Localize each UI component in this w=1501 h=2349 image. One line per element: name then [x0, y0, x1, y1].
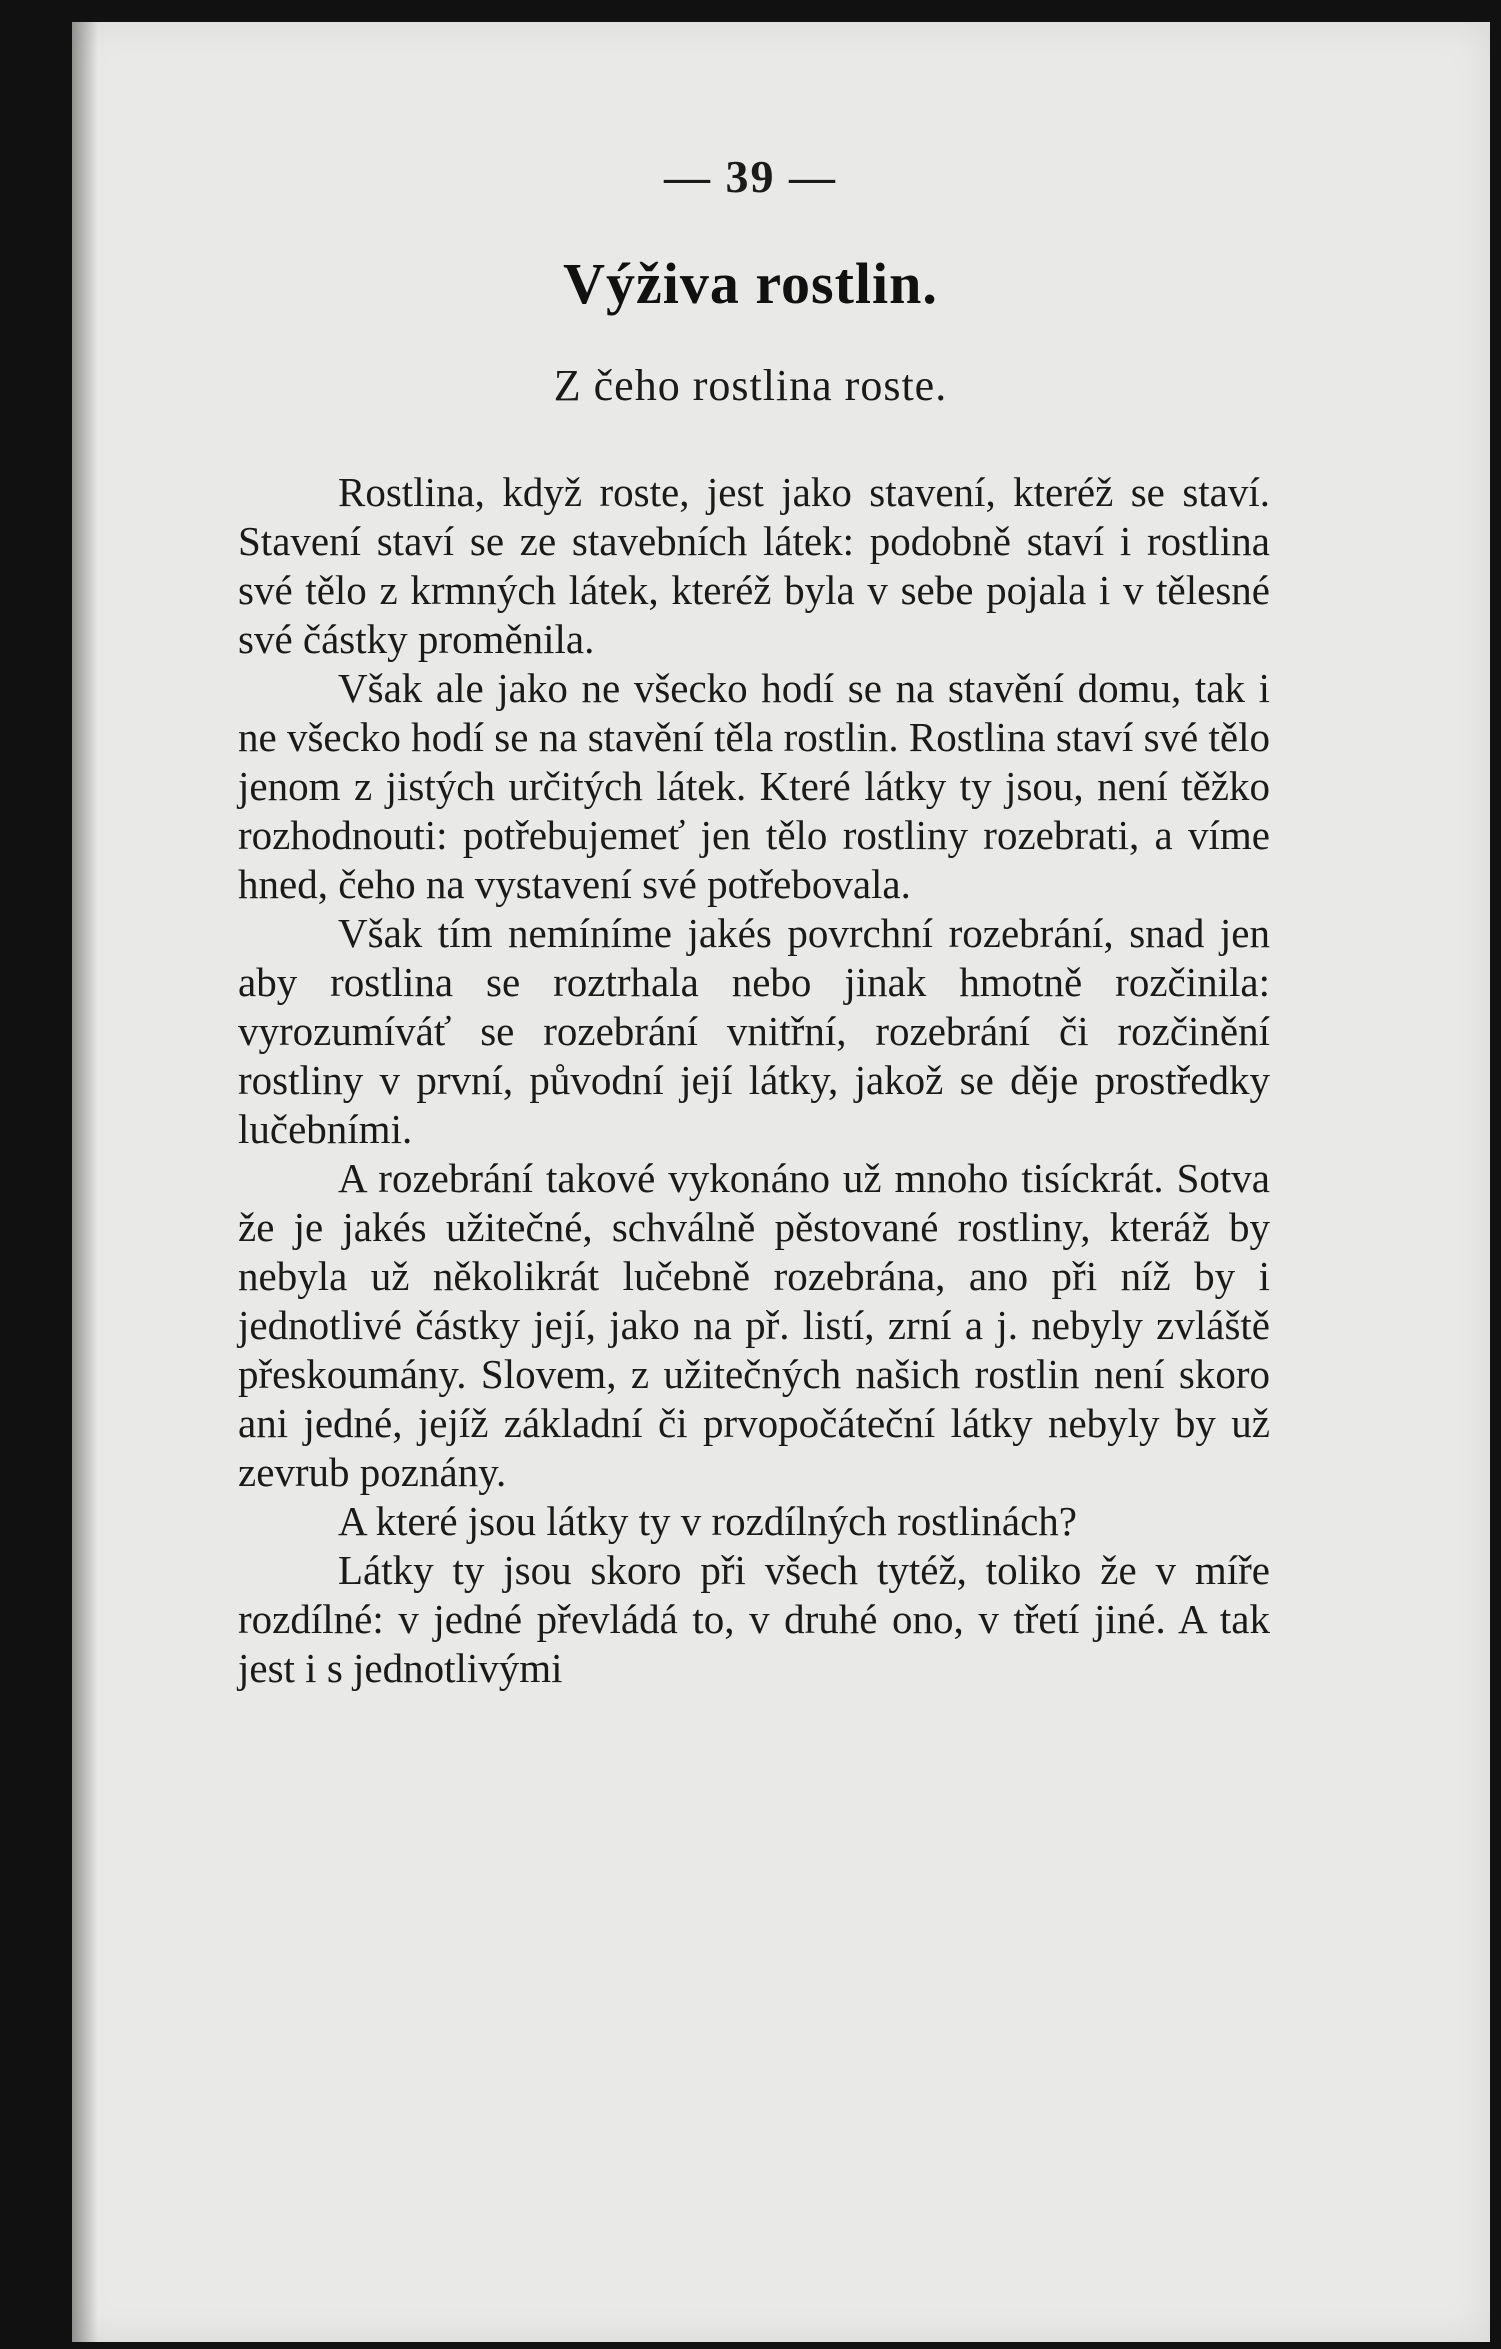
page-title: Výživa rostlin.	[563, 251, 938, 316]
paragraph: Látky ty jsou skoro při všech tytéž, toliko že v míře rozdílné: v jedné převládá to, v druhé ono, v třetí jiné. A tak jest i s jednotlivými	[238, 1547, 1270, 1691]
paragraph: A které jsou látky ty v rozdílných rostlinách?	[338, 1498, 1077, 1544]
section-subtitle: Z čeho rostlina roste.	[553, 361, 948, 410]
paragraph: Však tím nemíníme jakés povrchní rozebrání, snad jen aby rostlina se roztrhala nebo jinak hmotně rozčinila: vyrozumíváť se rozebrání vnitřní, rozebrání či rozčinění rostliny v první, původní její látky, jakož se děje prostředky lučebními.	[238, 910, 1270, 1152]
paragraph: Však ale jako ne všecko hodí se na stavění domu, tak i ne všecko hodí se na stavění těla rostlin. Rostlina staví své tělo jenom z jistých určitých látek. Které látky ty jsou, není těžko rozhodnouti: potřebujemeť jen tělo rostliny rozebrati, a víme hned, čeho na vystavení své potřebovala.	[238, 665, 1270, 907]
body-text	[238, 468, 1270, 1693]
paragraph: A rozebrání takové vykonáno už mnoho tisíckrát. Sotva že je jakés užitečné, schválně pěstované rostliny, kteráž by nebyla už několikrát lučebně rozebrána, ano při níž by i jednotlivé částky její, jako na př. listí, zrní a j. nebyly zvláště přeskoumány. Slovem, z užitečných našich rostlin není skoro ani jedné, jejíž základní či prvopočáteční látky nebyly by už zevrub poznány.	[238, 1155, 1270, 1495]
paragraph: Rostlina, když roste, jest jako stavení, kteréž se staví. Stavení staví se ze stavebních látek: podobně staví i rostlina své tělo z krmných látek, kteréž byla v sebe pojala i v tělesné své částky proměnila.	[238, 469, 1270, 662]
page-number-header: — 39 —	[664, 151, 837, 202]
